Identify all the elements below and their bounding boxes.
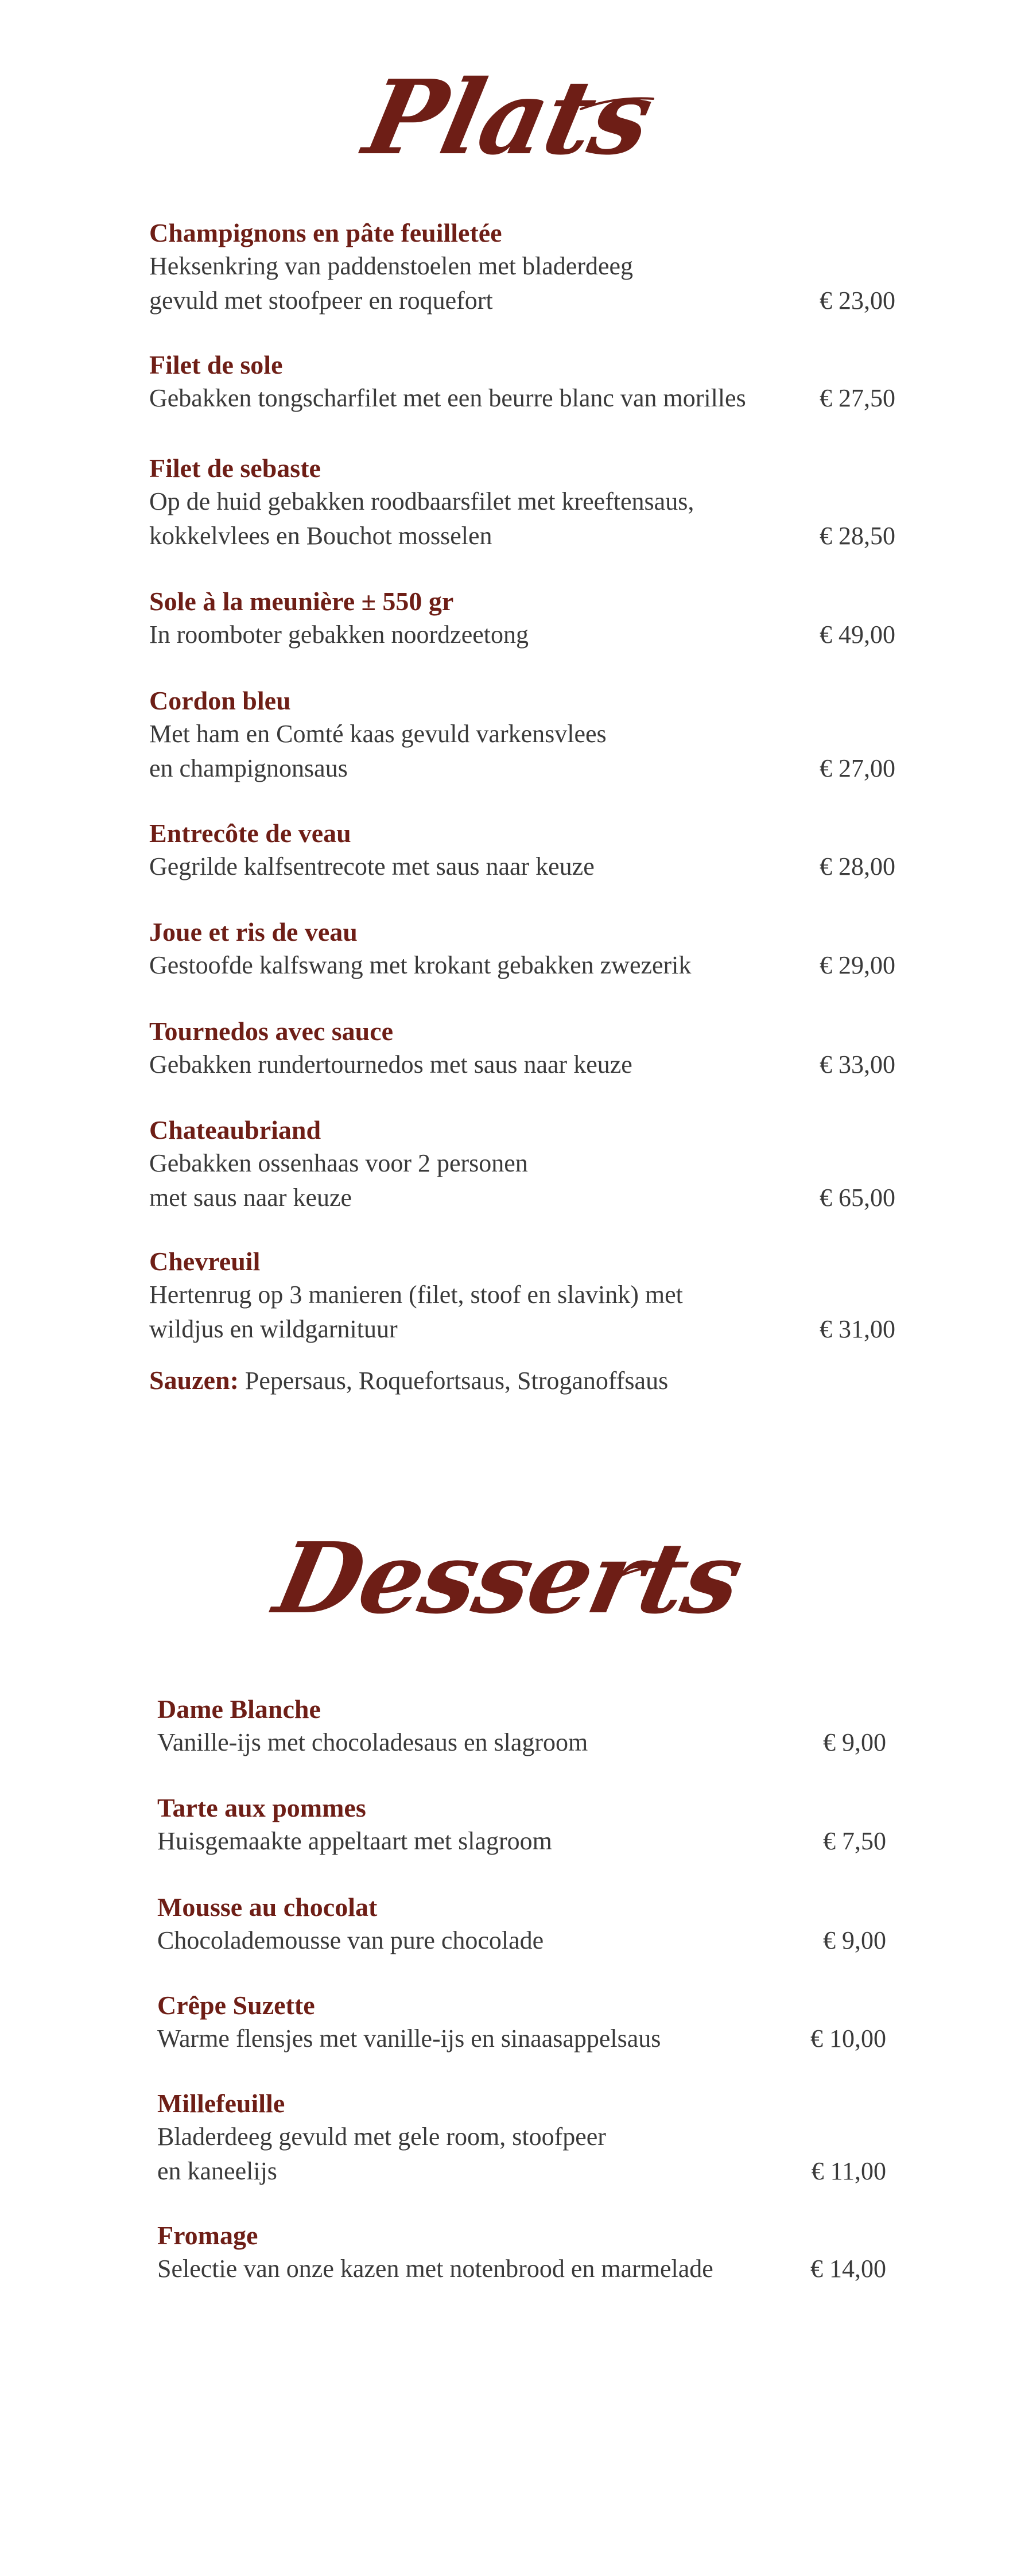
dessert-price: € 7,50: [823, 1827, 886, 1855]
dish-price: € 65,00: [820, 1184, 895, 1212]
dessert-price: € 11,00: [811, 2157, 886, 2185]
dish-price: € 33,00: [820, 1050, 895, 1078]
dish-name: Chevreuil: [149, 1247, 261, 1276]
dish-name: Champignons en pâte feuilletée: [149, 218, 502, 247]
dish-description: Gebakken tongscharfilet met een beurre blanc van morilles: [149, 384, 746, 412]
menu-item-chateaubriand: [149, 1114, 895, 1215]
sauces-text: Pepersaus, Roquefortsaus, Stroganoffsaus: [238, 1367, 669, 1395]
dessert-price: € 14,00: [810, 2255, 886, 2283]
plats-heading: Plats: [355, 57, 662, 177]
dish-description: Gestoofde kalfswang met krokant gebakken zwezerik: [149, 951, 692, 979]
dessert-name: Fromage: [157, 2221, 258, 2250]
menu-item-mousse-au-chocolat: [157, 1891, 886, 1958]
menu-item-tournedos: [149, 1015, 895, 1082]
menu-item-tarte-aux-pommes: [157, 1792, 886, 1859]
dish-description: Op de huid gebakken roodbaarsfilet met kreeftensaus, kokkelvlees en Bouchot mosselen: [149, 487, 694, 550]
dish-description: Gebakken ossenhaas voor 2 personen met saus naar keuze: [149, 1149, 528, 1212]
menu-item-filet-de-sole: [149, 349, 895, 416]
dessert-description: Warme flensjes met vanille-ijs en sinaasappelsaus: [157, 2024, 661, 2053]
dish-description: Met ham en Comté kaas gevuld varkensvlees en champignonsaus: [149, 720, 607, 782]
dessert-description: Huisgemaakte appeltaart met slagroom: [157, 1827, 552, 1855]
dish-name: Joue et ris de veau: [149, 917, 358, 946]
dish-description: Gegrilde kalfsentrecote met saus naar keuze: [149, 852, 595, 880]
menu-item-filet-de-sebaste: [149, 452, 895, 553]
dessert-price: € 10,00: [810, 2024, 886, 2053]
dish-description: Hertenrug op 3 manieren (filet, stoof en slavink) met wildjus en wildgarnituur: [149, 1281, 683, 1343]
plats-heading-flourish: [580, 92, 654, 115]
dish-price: € 27,00: [820, 754, 895, 782]
dessert-name: Mousse au chocolat: [157, 1892, 378, 1922]
sauces-line: [149, 1363, 668, 1398]
dish-name: Filet de sole: [149, 350, 283, 379]
dessert-name: Tarte aux pommes: [157, 1793, 366, 1822]
dish-price: € 27,50: [820, 384, 895, 412]
dish-description: In roomboter gebakken noordzeetong: [149, 620, 529, 649]
dish-name: Filet de sebaste: [149, 453, 321, 483]
dessert-price: € 9,00: [823, 1728, 886, 1756]
menu-item-entrecote-de-veau: [149, 817, 895, 884]
dish-price: € 31,00: [820, 1315, 895, 1343]
menu-item-millefeuille: [157, 2088, 886, 2189]
menu-item-chevreuil: [149, 1246, 895, 1347]
dish-price: € 28,50: [820, 522, 895, 550]
dish-price: € 23,00: [820, 286, 895, 315]
menu-item-crepe-suzette: [157, 1989, 886, 2056]
dessert-name: Crêpe Suzette: [157, 1991, 315, 2020]
dish-price: € 29,00: [820, 951, 895, 979]
dish-name: Tournedos avec sauce: [149, 1017, 394, 1046]
dish-name: Entrecôte de veau: [149, 818, 351, 848]
dish-price: € 28,00: [820, 852, 895, 880]
dessert-name: Millefeuille: [157, 2089, 285, 2118]
dessert-description: Vanille-ijs met chocoladesaus en slagroom: [157, 1728, 588, 1756]
dessert-name: Dame Blanche: [157, 1694, 321, 1724]
dish-name: Sole à la meunière ± 550 gr: [149, 587, 454, 616]
dessert-description: Bladerdeeg gevuld met gele room, stoofpeer en kaneelijs: [157, 2123, 606, 2185]
desserts-heading-flourish: [620, 1558, 677, 1581]
dish-description: Gebakken rundertournedos met saus naar keuze: [149, 1050, 632, 1078]
dish-name: Cordon bleu: [149, 686, 291, 715]
dish-name: Chateaubriand: [149, 1115, 321, 1145]
dessert-description: Chocolademousse van pure chocolade: [157, 1926, 544, 1954]
dessert-description: Selectie van onze kazen met notenbrood en marmelade: [157, 2255, 713, 2283]
dish-description: Heksenkring van paddenstoelen met bladerdeeg gevuld met stoofpeer en roquefort: [149, 252, 634, 315]
sauces-label: Sauzen:: [149, 1365, 239, 1395]
menu-item-cordon-bleu: [149, 685, 895, 786]
dish-price: € 49,00: [820, 620, 895, 649]
desserts-heading: Desserts: [266, 1521, 751, 1636]
menu-item-champignons: [149, 217, 895, 318]
menu-item-sole-meuniere: [149, 585, 895, 652]
menu-item-joue-et-ris-de-veau: [149, 916, 895, 983]
menu-item-fromage: [157, 2220, 886, 2286]
dessert-price: € 9,00: [823, 1926, 886, 1954]
menu-item-dame-blanche: [157, 1693, 886, 1760]
